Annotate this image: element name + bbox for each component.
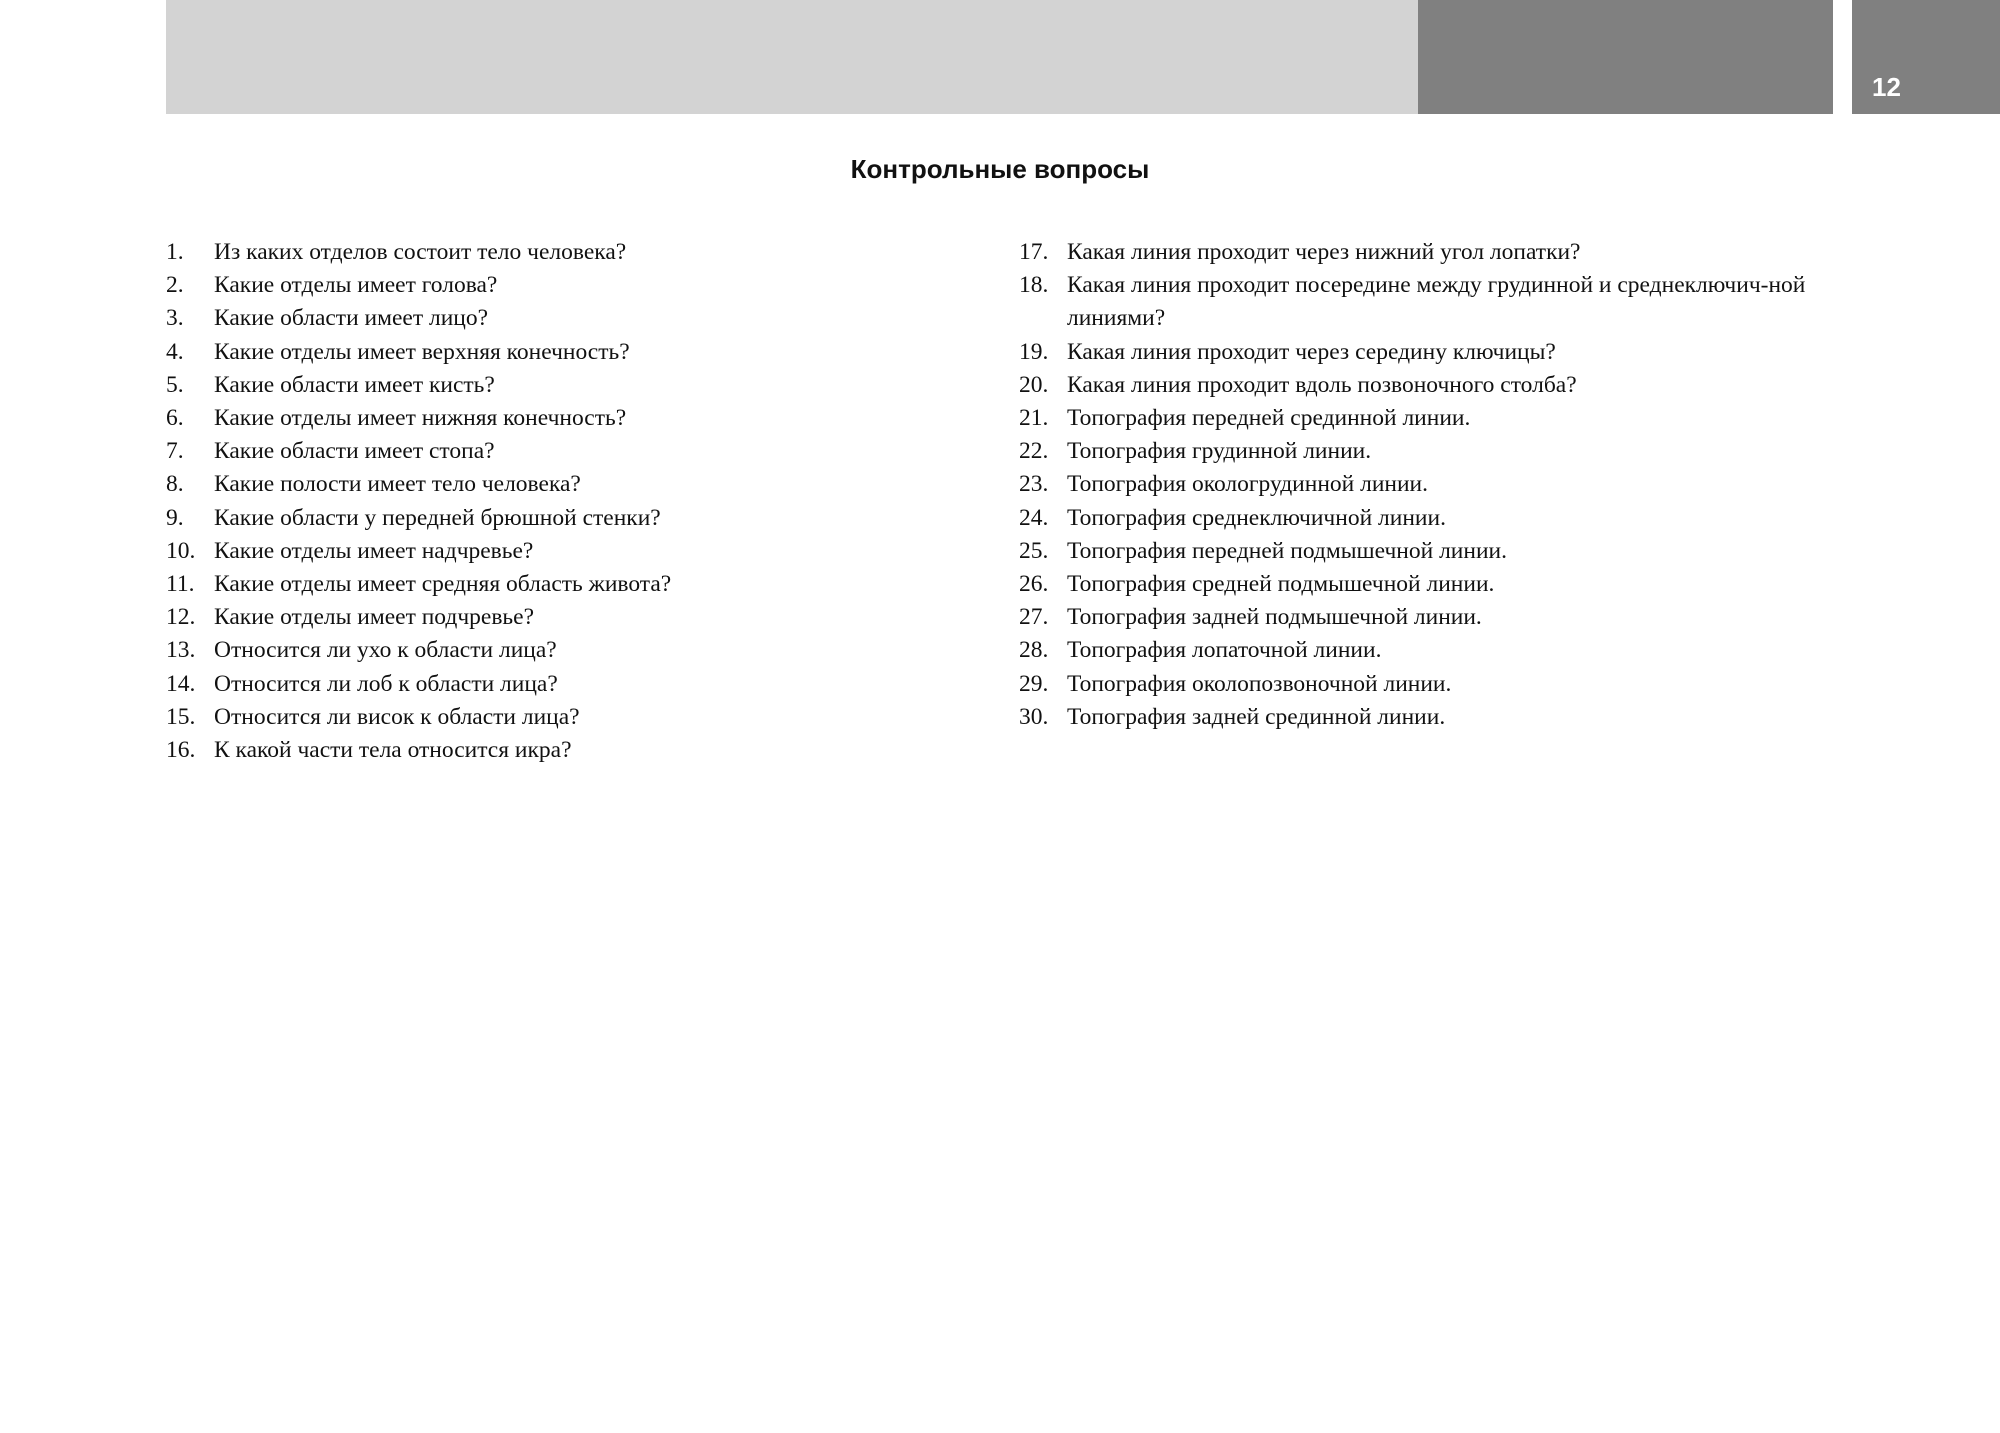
question-item <box>166 236 966 269</box>
question-text: Какие полости имеет тело человека? <box>214 471 581 498</box>
question-text: Какие отделы имеет верхняя конечность? <box>214 338 630 365</box>
question-text: Какие области имеет стопа? <box>214 438 495 465</box>
question-number: 13. <box>166 637 196 664</box>
question-text: Какие отделы имеет голова? <box>214 272 498 299</box>
question-number: 29. <box>1019 670 1049 697</box>
question-number: 4. <box>166 338 184 365</box>
question-text: Какая линия проходит вдоль позвоночного столба? <box>1067 371 1577 398</box>
question-text: Топография задней подмышечной линии. <box>1067 604 1482 631</box>
question-item <box>166 734 966 767</box>
question-text: Из каких отделов состоит тело человека? <box>214 239 627 265</box>
question-number: 30. <box>1019 703 1049 730</box>
question-number: 14. <box>166 670 196 697</box>
question-text: Относится ли ухо к области лица? <box>214 637 557 664</box>
question-number: 11. <box>166 571 195 598</box>
question-item <box>1019 269 1839 335</box>
header-band-dark <box>1418 0 1833 114</box>
question-item <box>166 302 966 335</box>
question-item <box>1019 435 1839 468</box>
question-text: Топография окологрудинной линии. <box>1067 471 1429 498</box>
question-item <box>166 336 966 369</box>
question-number: 23. <box>1019 471 1049 498</box>
question-number: 21. <box>1019 405 1049 432</box>
question-number: 8. <box>166 471 184 498</box>
question-number: 16. <box>166 737 196 764</box>
page-number-tab <box>1852 0 2000 114</box>
question-text: Какие области имеет лицо? <box>214 305 489 332</box>
question-text: Какая линия проходит посередине между грудинной и среднеключич-ной линиями? <box>1067 272 1806 332</box>
question-text: Топография передней срединной линии. <box>1067 405 1471 432</box>
page-title: Контрольные вопросы <box>850 154 1150 184</box>
question-number: 12. <box>166 604 196 631</box>
question-text: Относится ли лоб к области лица? <box>214 670 558 697</box>
page-number: 12 <box>1872 72 1901 102</box>
question-number: 22. <box>1019 438 1049 465</box>
header-band-light <box>166 0 1418 114</box>
question-item <box>1019 701 1839 734</box>
question-number: 6. <box>166 405 184 432</box>
questions-list-right <box>1019 236 1839 734</box>
question-number: 17. <box>1019 239 1049 265</box>
question-text: Топография средней подмышечной линии. <box>1067 571 1495 598</box>
question-item <box>1019 369 1839 402</box>
question-number: 27. <box>1019 604 1049 631</box>
question-item <box>166 601 966 634</box>
question-item <box>166 269 966 302</box>
question-number: 19. <box>1019 338 1049 365</box>
question-text: Топография передней подмышечной линии. <box>1067 537 1507 564</box>
question-text: Какая линия проходит через нижний угол лопатки? <box>1067 239 1581 265</box>
question-text: К какой части тела относится икра? <box>214 737 572 764</box>
question-number: 7. <box>166 438 184 465</box>
question-number: 1. <box>166 239 184 265</box>
question-item <box>166 701 966 734</box>
question-item <box>1019 468 1839 501</box>
question-text: Топография задней срединной линии. <box>1067 703 1446 730</box>
question-text: Топография среднеключичной линии. <box>1067 504 1446 531</box>
question-item <box>1019 336 1839 369</box>
question-item <box>1019 568 1839 601</box>
question-text: Какая линия проходит через середину ключицы? <box>1067 338 1556 365</box>
question-number: 20. <box>1019 371 1049 398</box>
question-item <box>166 634 966 667</box>
question-text: Какие отделы имеет средняя область живота? <box>214 571 672 598</box>
question-item <box>166 535 966 568</box>
question-item <box>1019 634 1839 667</box>
question-item <box>166 369 966 402</box>
question-number: 15. <box>166 703 196 730</box>
question-text: Топография лопаточной линии. <box>1067 637 1382 664</box>
question-item <box>1019 236 1839 269</box>
question-text: Какие области у передней брюшной стенки? <box>214 504 661 531</box>
questions-list-left <box>166 236 966 767</box>
question-text: Какие отделы имеет подчревье? <box>214 604 535 631</box>
question-item <box>166 435 966 468</box>
question-item <box>166 402 966 435</box>
question-text: Какие отделы имеет надчревье? <box>214 537 534 564</box>
question-item <box>166 568 966 601</box>
question-item <box>1019 502 1839 535</box>
question-text: Топография грудинной линии. <box>1067 438 1372 465</box>
question-text: Какие области имеет кисть? <box>214 371 495 398</box>
question-number: 28. <box>1019 637 1049 664</box>
question-text: Топография околопозвоночной линии. <box>1067 670 1452 697</box>
question-number: 26. <box>1019 571 1049 598</box>
question-text: Какие отделы имеет нижняя конечность? <box>214 405 627 432</box>
question-item <box>1019 402 1839 435</box>
question-item <box>1019 535 1839 568</box>
question-number: 24. <box>1019 504 1049 531</box>
question-number: 18. <box>1019 272 1049 299</box>
question-number: 5. <box>166 371 184 398</box>
question-text: Относится ли висок к области лица? <box>214 703 580 730</box>
question-item <box>1019 601 1839 634</box>
question-number: 10. <box>166 537 196 564</box>
question-number: 2. <box>166 272 184 299</box>
question-item <box>1019 668 1839 701</box>
question-number: 25. <box>1019 537 1049 564</box>
question-item <box>166 502 966 535</box>
question-number: 9. <box>166 504 184 531</box>
question-item <box>166 668 966 701</box>
question-item <box>166 468 966 501</box>
question-number: 3. <box>166 305 184 332</box>
